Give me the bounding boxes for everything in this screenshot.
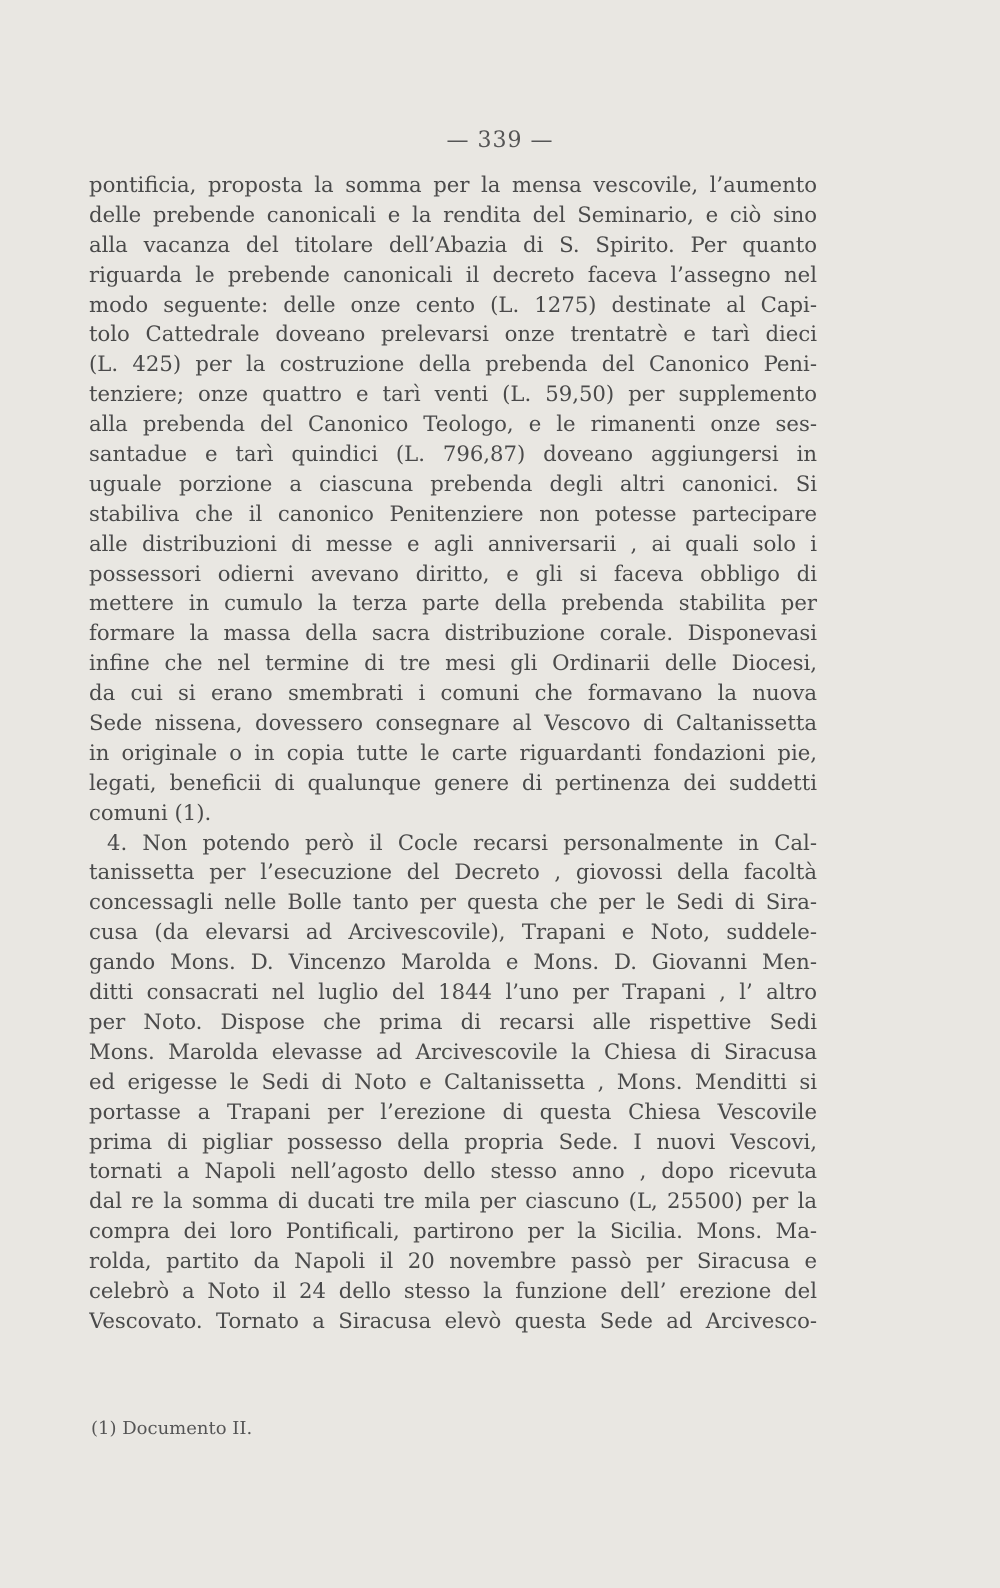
text-line: tornati a Napoli nell’agosto dello stesso anno , dopo ricevuta bbox=[89, 1158, 817, 1184]
text-line: comuni (1). bbox=[89, 799, 212, 825]
text-line: riguarda le prebende canonicali il decreto faceva l’assegno nel bbox=[89, 261, 817, 287]
text-line: Vescovato. Tornato a Siracusa elevò questa Sede ad Arcivesco- bbox=[89, 1307, 817, 1333]
text-line: concessagli nelle Bolle tanto per questa che per le Sedi di Sira- bbox=[89, 889, 817, 915]
text-line: stabiliva che il canonico Penitenziere non potesse partecipare bbox=[89, 500, 817, 526]
text-line: tolo Cattedrale doveano prelevarsi onze trentatrè e tarì dieci bbox=[89, 321, 817, 347]
text-line: alla vacanza del titolare dell’Abazia di S. Spirito. Per quanto bbox=[89, 231, 817, 257]
text-line: prima di pigliar possesso della propria Sede. I nuovi Vescovi, bbox=[89, 1128, 817, 1154]
text-line: portasse a Trapani per l’erezione di questa Chiesa Vescovile bbox=[89, 1098, 817, 1124]
text-line: celebrò a Noto il 24 dello stesso la funzione dell’ erezione del bbox=[89, 1277, 817, 1303]
text-line: ed erigesse le Sedi di Noto e Caltanissetta , Mons. Menditti si bbox=[89, 1068, 817, 1094]
page-number: — 339 — bbox=[446, 128, 554, 153]
text-line: Mons. Marolda elevasse ad Arcivescovile la Chiesa di Siracusa bbox=[89, 1038, 817, 1064]
text-line: Sede nissena, dovessero consegnare al Vescovo di Caltanissetta bbox=[89, 710, 817, 736]
text-line: ditti consacrati nel luglio del 1844 l’uno per Trapani , l’ altro bbox=[89, 979, 817, 1005]
text-line: alle distribuzioni di messe e agli anniversarii , ai quali solo i bbox=[89, 530, 817, 556]
text-line: infine che nel termine di tre mesi gli Ordinarii delle Diocesi, bbox=[89, 650, 817, 676]
text-line: delle prebende canonicali e la rendita del Seminario, e ciò sino bbox=[89, 201, 817, 227]
text-line: per Noto. Dispose che prima di recarsi alle rispettive Sedi bbox=[89, 1008, 817, 1034]
body-text bbox=[89, 170, 817, 1336]
text-line: in originale o in copia tutte le carte riguardanti fondazioni pie, bbox=[89, 739, 817, 765]
text-line: modo seguente: delle onze cento (L. 1275) destinate al Capi- bbox=[89, 291, 817, 317]
text-line: santadue e tarì quindici (L. 796,87) doveano aggiungersi in bbox=[89, 441, 817, 467]
text-line: pontificia, proposta la somma per la mensa vescovile, l’aumento bbox=[89, 172, 817, 197]
text-line: dal re la somma di ducati tre mila per ciascuno (L, 25500) per la bbox=[89, 1188, 817, 1214]
text-line: (L. 425) per la costruzione della prebenda del Canonico Peni- bbox=[89, 351, 817, 377]
text-line: rolda, partito da Napoli il 20 novembre passò per Siracusa e bbox=[89, 1248, 817, 1274]
text-line: cusa (da elevarsi ad Arcivescovile), Trapani e Noto, suddele- bbox=[89, 919, 817, 945]
text-line: tanissetta per l’esecuzione del Decreto , giovossi della facoltà bbox=[89, 859, 817, 885]
text-line: legati, beneficii di qualunque genere di pertinenza dei suddetti bbox=[89, 769, 817, 795]
text-line: mettere in cumulo la terza parte della prebenda stabilita per bbox=[89, 590, 817, 616]
text-line: gando Mons. D. Vincenzo Marolda e Mons. D. Giovanni Men- bbox=[89, 949, 817, 975]
text-line: tenziere; onze quattro e tarì venti (L. 59,50) per supplemento bbox=[89, 381, 817, 407]
footnote: (1) Documento II. bbox=[91, 1418, 253, 1439]
text-line: compra dei loro Pontificali, partirono per la Sicilia. Mons. Ma- bbox=[89, 1218, 817, 1244]
text-line: formare la massa della sacra distribuzione corale. Disponevasi bbox=[89, 620, 817, 646]
text-line: da cui si erano smembrati i comuni che formavano la nuova bbox=[89, 680, 817, 706]
text-line: possessori odierni avevano diritto, e gli si faceva obbligo di bbox=[89, 560, 817, 586]
text-line: uguale porzione a ciascuna prebenda degli altri canonici. Si bbox=[89, 470, 817, 496]
text-line: 4. Non potendo però il Cocle recarsi personalmente in Cal- bbox=[107, 829, 817, 855]
text-line: alla prebenda del Canonico Teologo, e le rimanenti onze ses- bbox=[89, 411, 817, 437]
